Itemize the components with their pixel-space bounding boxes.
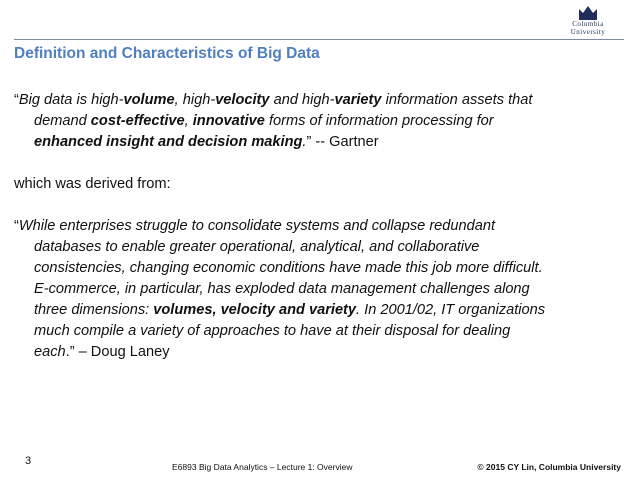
quote-segment: “ [14, 218, 19, 234]
quote-line [14, 300, 614, 321]
quote-line [14, 90, 614, 111]
quote-segment: . In 2001/02, IT organizations [356, 302, 546, 318]
quote-segment: consistencies, changing economic conditions have made this job more difficult. [34, 260, 543, 276]
quote-segment: ” -- Gartner [306, 134, 379, 150]
quote-segment: and high- [269, 92, 335, 108]
logo-line-1: Columbia [572, 20, 604, 28]
laney-quote [14, 216, 614, 363]
quote-segment: databases to enable greater operational, analytical, and collaborative [34, 239, 480, 255]
quote-segment: much compile a variety of approaches to have at their disposal for dealing [34, 323, 511, 339]
quote-line [14, 237, 614, 258]
quote-segment: forms of information processing for [264, 113, 494, 129]
gartner-quote [14, 90, 614, 153]
quote-segment: velocity [215, 92, 270, 108]
quote-line [14, 258, 614, 279]
quote-line [14, 342, 614, 363]
crown-icon [577, 4, 599, 20]
logo-line-2: University [570, 28, 606, 36]
quote-segment: three dimensions: [34, 302, 154, 318]
footer-copyright: © 2015 CY Lin, Columbia University [477, 462, 621, 472]
quote-line [14, 321, 614, 342]
quote-segment: information assets that [381, 92, 533, 108]
quote-segment: innovative [192, 113, 265, 129]
quote-segment: , [184, 113, 193, 129]
slide-number: 3 [25, 455, 32, 467]
quote-segment: volume [123, 92, 175, 108]
quote-segment: . [302, 134, 307, 150]
quote-segment: each [34, 344, 66, 360]
quote-segment: Big data is high- [18, 92, 124, 108]
quote-segment: , high- [174, 92, 216, 108]
columbia-logo [560, 4, 616, 36]
quote-line [14, 111, 614, 132]
quote-segment: “ [14, 92, 19, 108]
quote-segment: demand [34, 113, 91, 129]
slide-title: Definition and Characteristics of Big Data [14, 45, 320, 62]
quote-segment: cost-effective [90, 113, 185, 129]
quote-segment: variety [334, 92, 382, 108]
quote-line [14, 216, 614, 237]
derived-line: which was derived from: [14, 176, 171, 192]
derived-text [14, 174, 614, 195]
quote-segment: While enterprises struggle to consolidate systems and collapse redundant [18, 218, 496, 234]
footer-course: E6893 Big Data Analytics – Lecture 1: Overview [172, 462, 353, 472]
quote-segment: .” – Doug Laney [65, 344, 170, 360]
quote-line [14, 132, 614, 153]
quote-segment: enhanced insight and decision making [34, 134, 303, 150]
quote-line [14, 279, 614, 300]
quote-segment: volumes, velocity and variety [153, 302, 357, 318]
header-rule [14, 39, 624, 40]
quote-segment: E-commerce, in particular, has exploded data management challenges along [34, 281, 530, 297]
